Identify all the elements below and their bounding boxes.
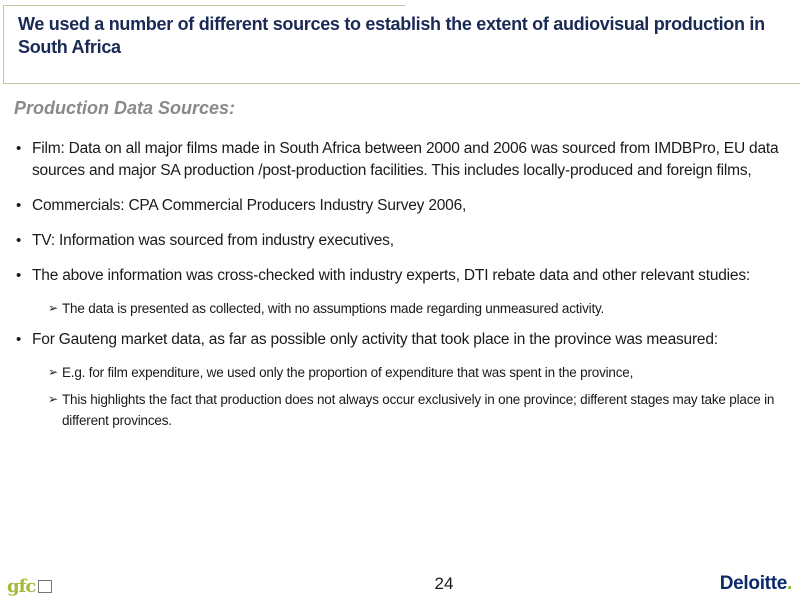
bullet-dot-icon: • [16,140,22,157]
sub-bullet-text: This highlights the fact that production does not always occur exclusively in one province; different stages may take place in different provinces. [62,392,775,428]
bullet-gauteng [14,329,784,351]
sub-bullet-provinces [14,389,784,431]
header-rule [405,83,800,84]
deloitte-logo-period: . [787,573,792,594]
section-heading: Production Data Sources: [14,98,236,118]
arrow-bullet-icon: ➢ [48,365,58,379]
bullet-text: Commercials: CPA Commercial Producers Industry Survey 2006, [32,197,467,214]
arrow-bullet-icon: ➢ [48,392,58,406]
bullet-dot-icon: • [16,331,22,348]
gfc-logo-text: gfc [7,575,36,597]
bullet-commercials [14,195,784,217]
bullet-text: Film: Data on all major films made in South Africa between 2000 and 2006 was sourced from IMDBPro, EU data sources and major SA production /post-production facilities. This includes locally-produced and foreign films, [32,140,779,179]
page-number: 24 [434,574,454,593]
content-list [14,138,784,439]
bullet-film [14,138,784,182]
bullet-dot-icon: • [16,197,22,214]
deloitte-logo [720,573,792,595]
bullet-dot-icon: • [16,267,22,284]
bullet-text: The above information was cross-checked with industry experts, DTI rebate data and other relevant studies: [32,267,751,284]
bullet-dot-icon: • [16,232,22,249]
bullet-text: TV: Information was sourced from industry executives, [32,232,394,249]
film-emblem-icon [38,580,52,593]
sub-bullet-text: E.g. for film expenditure, we used only the proportion of expenditure that was spent in the province, [62,365,634,380]
slide-title: We used a number of different sources to establish the extent of audiovisual production in South Africa [18,14,765,57]
sub-bullet-text: The data is presented as collected, with no assumptions made regarding unmeasured activity. [62,301,605,316]
bullet-text: For Gauteng market data, as far as possible only activity that took place in the province was measured: [32,331,718,348]
bullet-cross-check [14,265,784,287]
gfc-logo [7,576,52,596]
arrow-bullet-icon: ➢ [48,301,58,315]
sub-bullet-data-collected [14,298,784,319]
deloitte-logo-text: Deloitte [719,573,788,594]
bullet-tv [14,230,784,252]
sub-bullet-film-expenditure [14,362,784,383]
